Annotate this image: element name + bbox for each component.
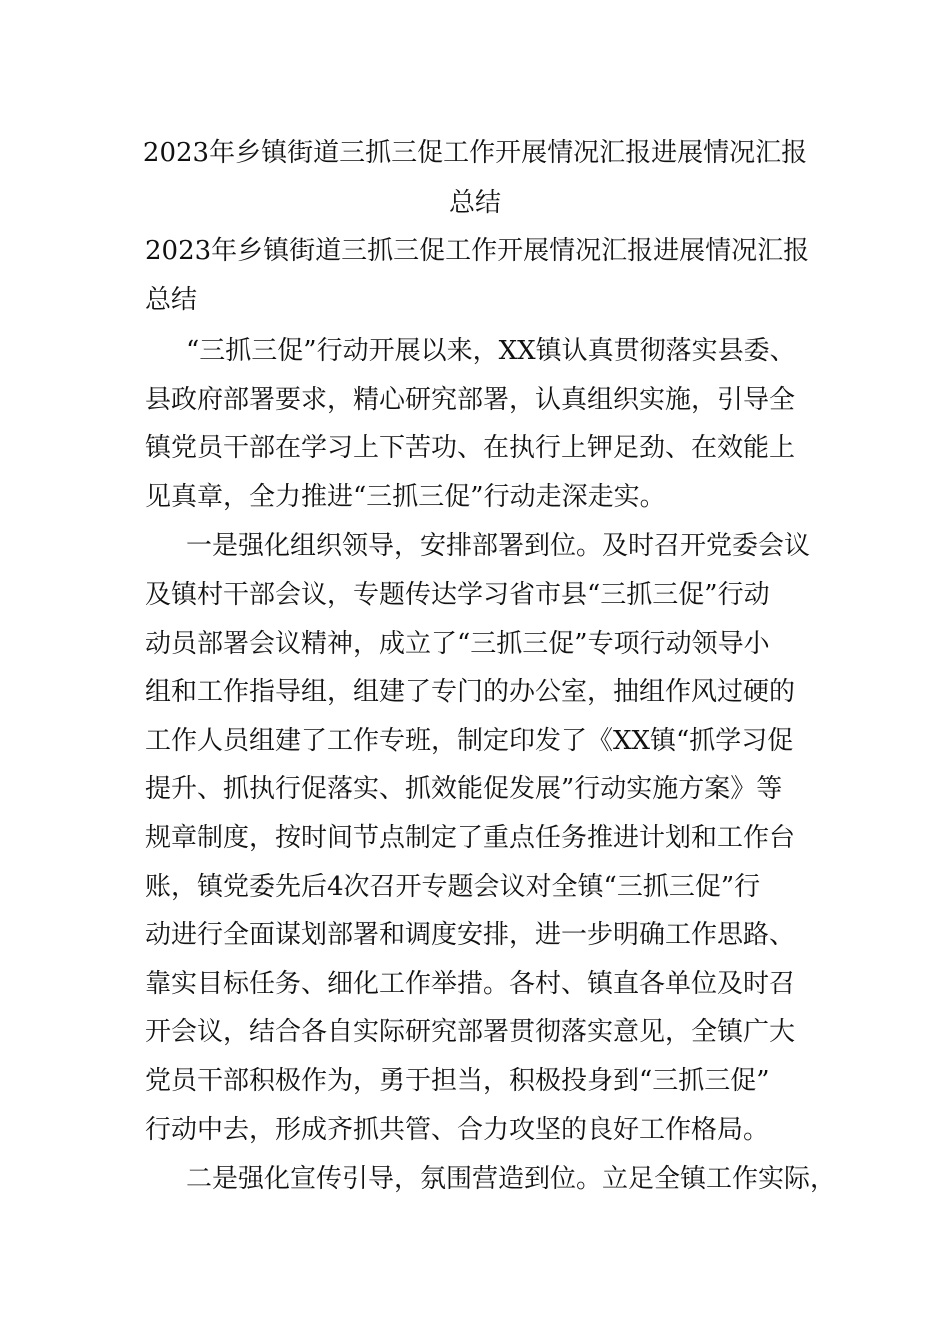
title-line: 总结: [448, 188, 501, 218]
paragraph-line: 动进行全面谋划部署和调度安排，进一步明确工作思路、: [145, 920, 796, 951]
paragraph-line: 提升、抓执行促落实、抓效能促发展”行动实施方案》等: [145, 774, 783, 805]
subtitle-line: 总结: [145, 285, 198, 315]
paragraph-line: 及镇村干部会议，专题传达学习省市县“三抓三促”行动: [145, 579, 770, 610]
paragraph-line: 镇党员干部在学习上下苦功、在执行上钾足劲、在效能上: [145, 433, 796, 464]
paragraph-line: 工作人员组建了工作专班，制定印发了《XX镇“抓学习促: [145, 725, 794, 756]
document-title: [120, 128, 830, 228]
paragraph-line: 靠实目标任务、细化工作举措。各村、镇直各单位及时召: [145, 968, 796, 999]
paragraph-line: 开会议，结合各自实际研究部署贯彻落实意见，全镇广大: [145, 1017, 796, 1048]
paragraph-line: 动员部署会议精神，成立了“三抓三促”专项行动领导小: [145, 628, 770, 659]
paragraph-line: 账，镇党委先后4次召开专题会议对全镇“三抓三促”行: [145, 871, 761, 902]
paragraph-line: 组和工作指导组，组建了专门的办公室，抽组作风过硬的: [145, 677, 796, 708]
paragraph-line: 县政府部署要求，精心研究部署，认真组织实施，引导全: [145, 384, 796, 415]
paragraph-organization: [145, 522, 835, 1154]
title-line: 2023年乡镇街道三抓三促工作开展情况汇报进展情况汇报: [142, 138, 808, 168]
paragraph-line: 规章制度，按时间节点制定了重点任务推进计划和工作台: [145, 822, 796, 853]
paragraph-intro: [145, 327, 835, 521]
document-subtitle: [145, 227, 825, 325]
paragraph-line: 行动中去，形成齐抓共管、合力攻坚的良好工作格局。: [145, 1114, 770, 1145]
document-body: [145, 327, 835, 1204]
paragraph-line: 党员干部积极作为，勇于担当，积极投身到“三抓三促”: [145, 1065, 770, 1096]
paragraph-line: 一是强化组织领导，安排部署到位。及时召开党委会议: [186, 531, 811, 562]
subtitle-line: 2023年乡镇街道三抓三促工作开展情况汇报进展情况汇报: [145, 236, 810, 266]
paragraph-line: 二是强化宣传引导，氛围营造到位。立足全镇工作实际，: [186, 1164, 837, 1195]
paragraph-line: “三抓三促”行动开展以来，XX镇认真贯彻落实县委、: [186, 336, 796, 366]
paragraph-line: 见真章，全力推进“三抓三促”行动走深走实。: [145, 481, 666, 512]
paragraph-publicity: [145, 1155, 835, 1204]
